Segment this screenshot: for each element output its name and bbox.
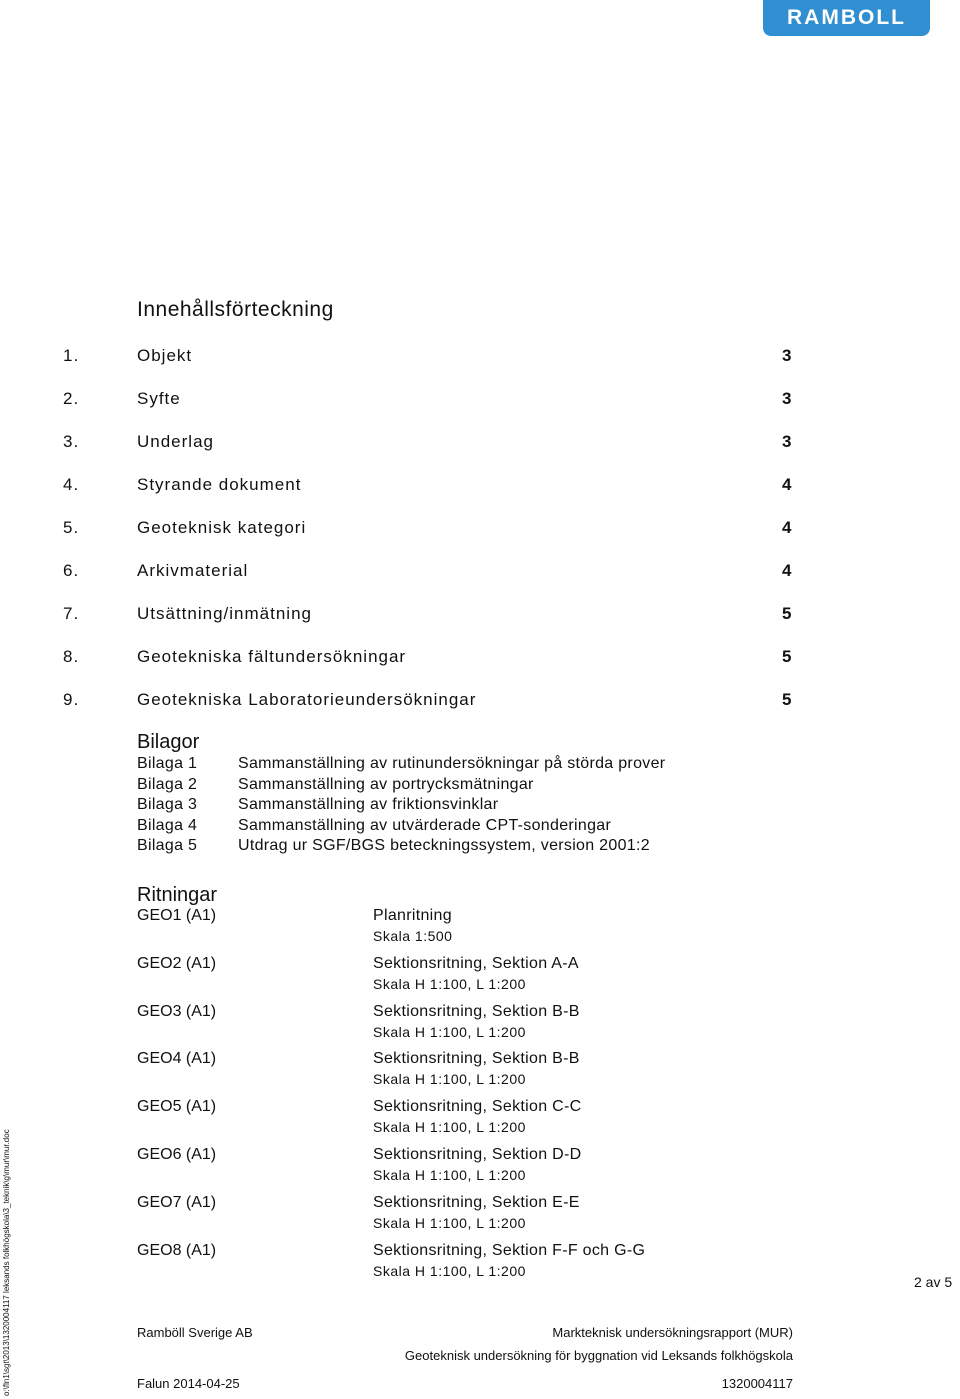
ritning-row	[0, 1194, 960, 1238]
ritning-row	[0, 1242, 960, 1286]
ritning-name: Sektionsritning, Sektion B-B	[373, 1050, 580, 1068]
toc-item-number: 1.	[63, 346, 80, 365]
toc-item[interactable]	[0, 389, 960, 413]
toc-title: Innehållsförteckning	[137, 298, 334, 321]
ritning-scale: Skala 1:500	[373, 928, 453, 944]
ritning-scale: Skala H 1:100, L 1:200	[373, 1262, 526, 1279]
ritningar-title: Ritningar	[137, 884, 218, 906]
ritning-code: GEO7 (A1)	[137, 1193, 217, 1211]
ritning-code: GEO3 (A1)	[137, 1002, 217, 1020]
toc-item-page: 5	[782, 604, 793, 623]
toc-item-title: Syfte	[137, 389, 181, 408]
toc-item-title: Arkivmaterial	[137, 561, 249, 580]
ritning-name: Sektionsritning, Sektion E-E	[373, 1193, 580, 1211]
ritning-row	[0, 907, 960, 951]
bilagor-title: Bilagor	[137, 731, 200, 753]
toc-item[interactable]	[0, 475, 960, 499]
ritning-code: GEO1 (A1)	[137, 907, 217, 924]
toc-item-title: Geoteknisk kategori	[137, 518, 307, 537]
toc-item-title: Underlag	[137, 432, 214, 451]
footer-subject: Geoteknisk undersökning för byggnation vid Leksands folkhögskola	[404, 1348, 793, 1363]
toc-item[interactable]	[0, 647, 960, 671]
bilaga-description: Sammanställning av portrycksmätningar	[238, 775, 534, 793]
ritning-row	[0, 1146, 960, 1190]
ritning-scale: Skala H 1:100, L 1:200	[373, 1214, 526, 1231]
bilaga-row	[0, 796, 960, 816]
toc-item-page: 3	[782, 432, 793, 451]
bilaga-row	[0, 817, 960, 837]
toc-item[interactable]	[0, 690, 960, 714]
toc-item-title: Geotekniska Laboratorieundersökningar	[137, 690, 477, 709]
ritning-name: Sektionsritning, Sektion B-B	[373, 1002, 580, 1020]
toc-item-title: Geotekniska fältundersökningar	[137, 647, 407, 666]
ritning-code: GEO4 (A1)	[137, 1050, 217, 1068]
ritning-name: Planritning	[373, 907, 452, 924]
toc-item-title: Styrande dokument	[137, 475, 302, 494]
ritning-row	[0, 955, 960, 999]
ritning-name: Sektionsritning, Sektion D-D	[373, 1146, 582, 1163]
bilaga-description: Sammanställning av friktionsvinklar	[238, 796, 499, 813]
ramboll-logo: RAMBOLL	[763, 0, 930, 36]
ritning-scale: Skala H 1:100, L 1:200	[373, 1119, 526, 1136]
footer-place-date: Falun 2014-04-25	[137, 1376, 240, 1391]
toc-item[interactable]	[0, 432, 960, 456]
toc-item[interactable]	[0, 346, 960, 370]
footer-company: Ramböll Sverige AB	[137, 1325, 253, 1340]
bilaga-label: Bilaga 2	[137, 775, 198, 793]
toc-item-page: 4	[782, 475, 793, 494]
bilaga-row	[0, 837, 960, 857]
toc-item[interactable]	[0, 604, 960, 628]
ritning-name: Sektionsritning, Sektion A-A	[373, 954, 579, 972]
bilaga-label: Bilaga 5	[137, 837, 198, 854]
bilaga-description: Sammanställning av utvärderade CPT-sonderingar	[238, 816, 612, 834]
toc-item-title: Objekt	[137, 346, 193, 365]
toc-item-page: 5	[782, 647, 793, 666]
ritning-name: Sektionsritning, Sektion F-F och G-G	[373, 1241, 646, 1259]
toc-item-page: 4	[782, 518, 793, 537]
ritning-code: GEO6 (A1)	[137, 1146, 217, 1163]
toc-item-number: 3.	[63, 432, 80, 451]
toc-item-number: 4.	[63, 475, 80, 494]
toc-item-number: 2.	[63, 389, 80, 408]
toc-item-page: 4	[782, 561, 793, 580]
bilaga-label: Bilaga 1	[137, 755, 198, 772]
ritning-scale: Skala H 1:100, L 1:200	[373, 1023, 526, 1040]
ritning-code: GEO5 (A1)	[137, 1098, 217, 1116]
toc-item-page: 3	[782, 389, 793, 408]
toc-item-title: Utsättning/inmätning	[137, 604, 312, 623]
footer-project-number: 1320004117	[721, 1376, 793, 1391]
bilaga-description: Sammanställning av rutinundersökningar på störda prover	[238, 755, 666, 772]
toc-item[interactable]	[0, 561, 960, 585]
toc-item-page: 5	[782, 690, 793, 709]
ritning-scale: Skala H 1:100, L 1:200	[373, 1167, 526, 1183]
ritning-row	[0, 1003, 960, 1047]
ritning-scale: Skala H 1:100, L 1:200	[373, 975, 526, 992]
ritning-code: GEO2 (A1)	[137, 954, 217, 972]
toc-item-number: 7.	[63, 604, 80, 623]
bilaga-label: Bilaga 4	[137, 816, 198, 834]
toc-item-number: 8.	[63, 647, 80, 666]
ritning-scale: Skala H 1:100, L 1:200	[373, 1071, 526, 1088]
ritning-code: GEO8 (A1)	[137, 1241, 217, 1259]
bilaga-row	[0, 755, 960, 775]
bilaga-row	[0, 776, 960, 796]
toc-item-number: 6.	[63, 561, 80, 580]
ritning-row	[0, 1050, 960, 1094]
document-path: o:\fln1\sgt\2013\1320004117 leksands folkhögskola\3_teknik\g\mur\mur.doc	[2, 1129, 11, 1396]
bilaga-label: Bilaga 3	[137, 796, 198, 813]
page-number: 2 av 5	[914, 1274, 953, 1290]
toc-item-page: 3	[782, 346, 793, 365]
ritning-name: Sektionsritning, Sektion C-C	[373, 1098, 582, 1116]
toc-item[interactable]	[0, 518, 960, 542]
bilaga-description: Utdrag ur SGF/BGS beteckningssystem, version 2001:2	[238, 837, 650, 854]
footer-report: Markteknisk undersökningsrapport (MUR)	[552, 1325, 793, 1340]
toc-item-number: 5.	[63, 518, 80, 537]
ritning-row	[0, 1098, 960, 1142]
toc-item-number: 9.	[63, 690, 80, 709]
